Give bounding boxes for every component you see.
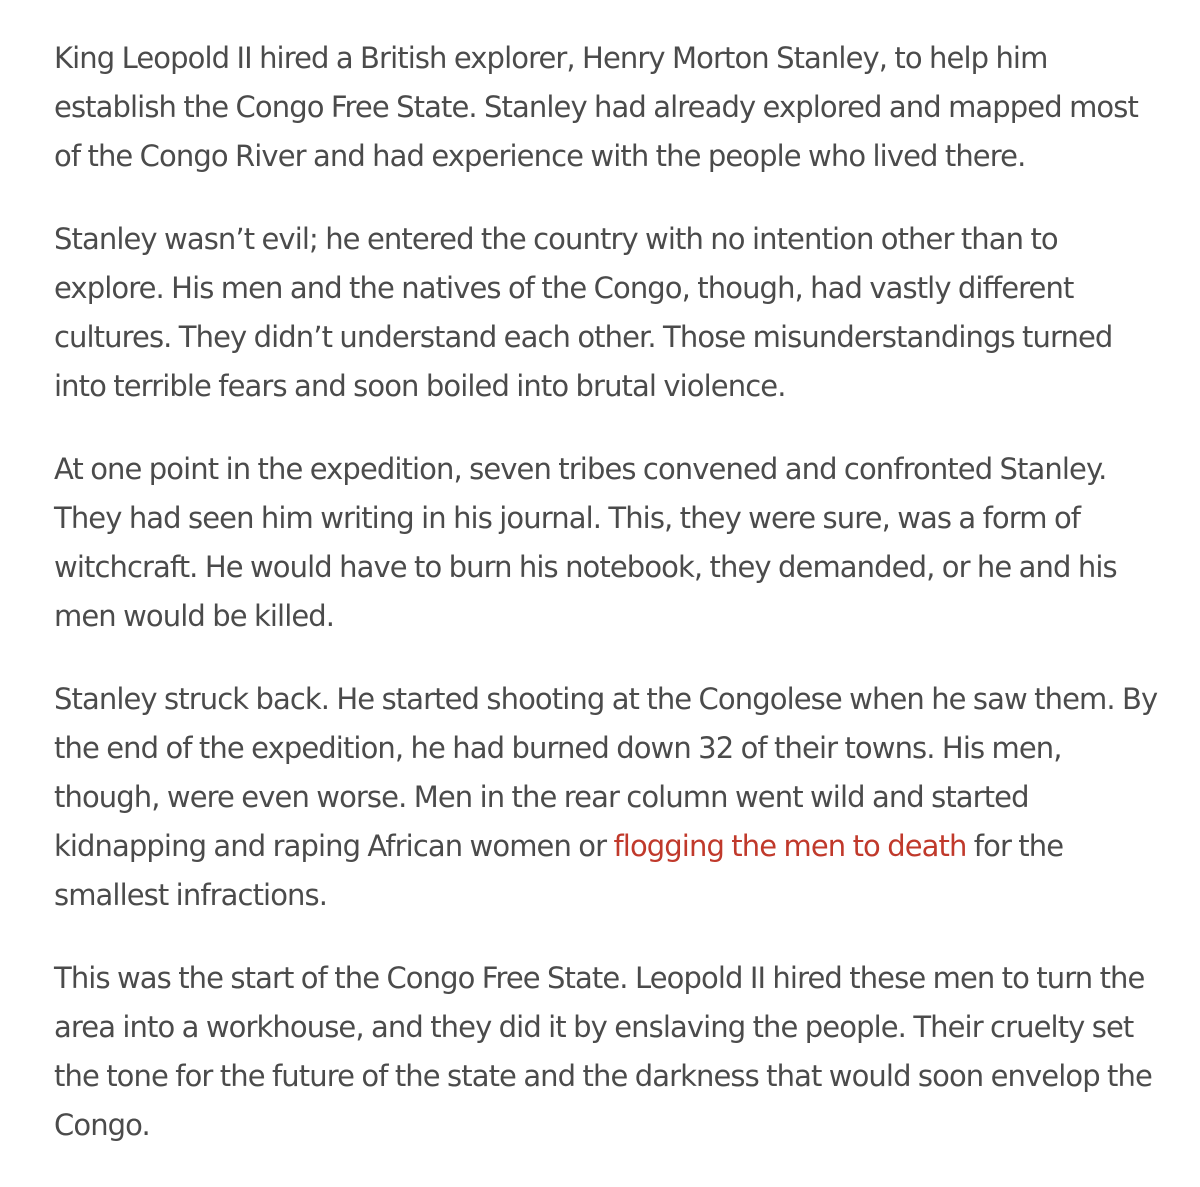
paragraph-2: Stanley wasn’t evil; he entered the country with no intention other than to explore. His men and the natives of the Congo, though, had vastly different cultures. They didn’t understand each other. Those misunderstandings turned into terrible fears and soon boiled into brutal violence. — [54, 222, 1113, 403]
paragraph-1: King Leopold II hired a British explorer, Henry Morton Stanley, to help him establish the Congo Free State. Stanley had already explored and mapped most of the Congo River and had experience with the people who lived there. — [54, 41, 1138, 173]
paragraph-4-text-after-link: for the smallest infractions. — [54, 829, 1064, 912]
paragraph-3: At one point in the expedition, seven tribes convened and confronted Stanley. They had seen him writing in his journal. This, they were sure, was a form of witchcraft. He would have to burn his notebook, they demanded, or he and his men would be killed. — [54, 452, 1117, 633]
paragraph-4-text-before-link: Stanley struck back. He started shooting at the Congolese when he saw them. By the end of the expedition, he had burned down 32 of their towns. His men, though, were even worse. Men in the rear column went wild and started kidnapping and raping African women or — [54, 682, 1158, 863]
flogging-link[interactable]: flogging the men to death — [613, 829, 967, 863]
paragraph-5: This was the start of the Congo Free State. Leopold II hired these men to turn the area into a workhouse, and they did it by enslaving the people. Their cruelty set the tone for the future of the state and the darkness that would soon envelop the Congo. — [54, 961, 1152, 1142]
article-body — [54, 34, 1164, 1184]
paragraph-4 — [54, 675, 1164, 920]
